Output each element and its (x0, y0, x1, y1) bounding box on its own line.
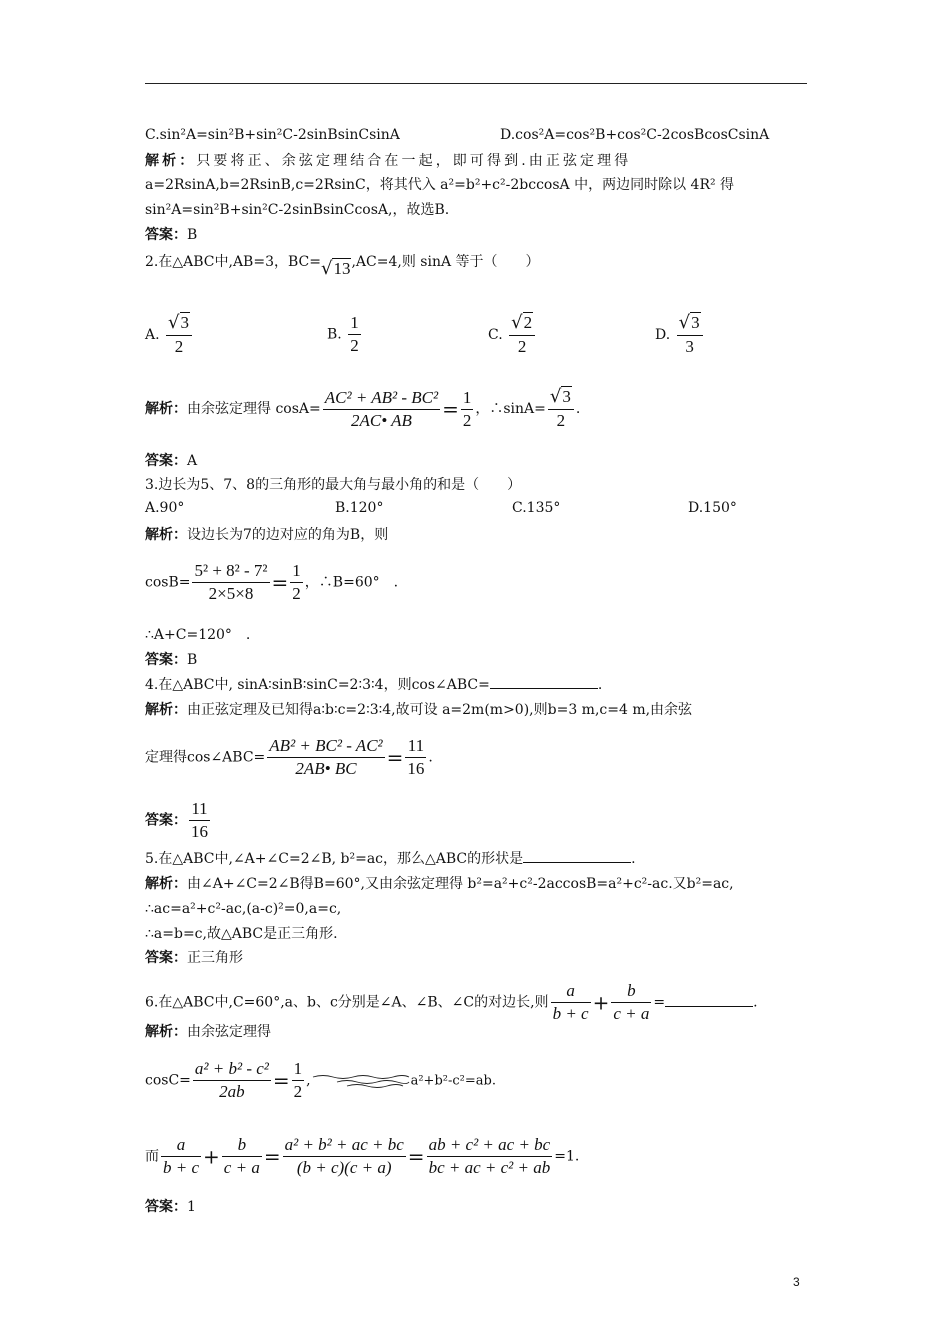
q2-opt-b-den: 2 (350, 336, 359, 355)
q6-cos-pre: cosC= (145, 1072, 191, 1089)
q2-opt-d-den: 3 (685, 337, 694, 356)
q6-deriv-frac1 (161, 1134, 201, 1179)
q4-answer-num: 11 (189, 798, 210, 821)
q6-d2-num: b (222, 1134, 262, 1157)
q3-option-c: C.135° (512, 500, 561, 516)
q2-opt-c-num: 2 (523, 313, 533, 332)
q6-stem-frac2 (611, 980, 651, 1025)
q5-stem-end: . (631, 851, 636, 867)
q2-cos-num: AC² + AB² - BC² (323, 387, 440, 410)
q6-d3-den: (b + c)(c + a) (296, 1158, 392, 1177)
q6-half-num: 1 (292, 1058, 305, 1081)
q3-line3: ∴A+C=120° . (145, 627, 251, 643)
q6-d1-num: a (161, 1134, 201, 1157)
q2-answer (145, 451, 197, 471)
q5-analysis-line3: ∴a=b=c,故△ABC是正三角形. (145, 926, 338, 942)
q3-option-a: A.90° (145, 500, 185, 516)
q6-d1-den: b + c (163, 1158, 200, 1177)
q4-answer-den: 16 (191, 822, 208, 841)
q4-analysis-line2: 定理得cos∠ABC= $\frac{\text{AB² + BC² - AC²}}{2AB• BC}$ = $\frac{11}{16}$ . (145, 736, 433, 778)
q2-opt-a-den: 2 (174, 337, 184, 356)
q3-answer (145, 650, 197, 670)
q1-option-c: C.sin²A=sin²B+sin²C-2sinBsinCsinA (145, 127, 400, 143)
q6-half-den: 2 (293, 1082, 303, 1101)
q6-cos-num: a² + b² - c² (193, 1058, 271, 1081)
analysis-label: 解析： (145, 527, 187, 543)
analysis-label: 解析： (145, 401, 187, 417)
q6-answer (145, 1197, 196, 1217)
q2-sqrt-body: 13 (333, 259, 351, 278)
answer-label: 答案： (145, 950, 187, 966)
q2-opt-c-fraction: $\frac{√2}{2}$ (509, 312, 535, 358)
q6-d3-num: a² + b² + ac + bc (283, 1134, 406, 1157)
q3-half-den: 2 (292, 584, 301, 603)
q4-answer-fraction (189, 798, 210, 843)
q2-sqrt13: √13 (320, 258, 351, 279)
q3-option-d: D.150° (688, 500, 737, 516)
q3-half-num: 1 (290, 560, 303, 583)
q5-analysis-line1 (145, 874, 734, 894)
q6-d4-den: bc + ac + c² + ab (428, 1158, 551, 1177)
answer-label: 答案： (145, 227, 187, 243)
analysis-label: 解析： (145, 702, 187, 718)
q2-opt-d-fraction: $\frac{√3}{3}$ (677, 312, 703, 358)
q6-d4-num: ab + c² + ac + bc (427, 1134, 553, 1157)
q2-ana-a: 由余弦定理得 cosA= (187, 401, 321, 417)
q6-cos-line: cosC= $\frac{\text{a² + b² - c²}}{2ab}$ = $\frac{1}{2}$ , a²+b²-c²=ab. (145, 1059, 496, 1101)
q5-analysis-text1: 由∠A+∠C=2∠B得B=60°,又由余弦定理得 b²=a²+c²-2accosB=a²+c²-ac.又b²=ac, (187, 876, 734, 892)
q6-d2-den: c + a (223, 1158, 260, 1177)
q6-deriv-frac2 (222, 1134, 262, 1179)
q1-answer-value: B (187, 227, 198, 243)
q3-stem: 3.边长为5、7、8的三角形的最大角与最小角的和是（ ） (145, 477, 522, 493)
q2-half-num: 1 (461, 387, 474, 410)
q6-analysis (145, 1022, 271, 1042)
q5-answer-value: 正三角形 (187, 950, 243, 966)
q4-answer-blank (490, 688, 598, 689)
q2-opt-b-num: 1 (348, 312, 361, 335)
q4-stem-end: . (597, 677, 603, 693)
q2-opt-a-num: 3 (180, 313, 189, 332)
q4-ana-post: . (428, 749, 433, 766)
q6-result: =1. (554, 1148, 580, 1165)
q2-opt-b-label: B. (327, 326, 342, 343)
q3-cos-line: cosB= $\frac{\text{5² + 8² - 7²}}{2\times 5\times 8}$ = $\frac{1}{2}$ ，∴B=60° . (145, 561, 399, 603)
q6-cos-den: 2ab (219, 1082, 245, 1101)
q2-opt-b-fraction (348, 312, 361, 357)
q6-answer-value: 1 (187, 1199, 196, 1215)
q5-answer (145, 948, 243, 968)
q6-deriv-frac3 (283, 1134, 406, 1179)
analysis-label: 解析： (145, 876, 187, 892)
q6-stem-frac1 (551, 980, 591, 1025)
analysis-label: 解析： (145, 1024, 187, 1040)
q6-derivation: 而 $\frac{a}{b + c}$ + $\frac{b}{c + a}$ = $\frac{\text{a² + b² + ac + bc}}{(b + c)(c + a)}$ = $\frac{\text{ab + c² + ac + bc}}{\text{bc + ac + c² + ab}}$ =1. (145, 1135, 580, 1177)
answer-label: 答案： (145, 1199, 187, 1215)
analysis-label: 解析： (145, 153, 197, 169)
q6-frac2-num: b (611, 980, 651, 1003)
q6-stem-text: 6.在△ABC中,C=60°,a、b、c分别是∠A、∠B、∠C的对边长,则 (145, 994, 549, 1011)
q6-frac1-den: b + c (552, 1004, 589, 1023)
q3-cos-pre: cosB= (145, 574, 191, 591)
q6-stem-eq: = (653, 994, 666, 1011)
q4-ana-pre: 定理得cos∠ABC= (145, 749, 266, 766)
q2-analysis: 解析：由余弦定理得 cosA= $\frac{\text{AC² + AB² - BC²}}{2AC• AB}$ = $\frac{1}{2}$ ，∴sinA= $\frac{√3}{2}$ . (145, 386, 581, 430)
q2-sin-den: 2 (556, 411, 566, 430)
q4-stem (145, 675, 602, 695)
q1-answer (145, 225, 197, 245)
q2-option-a (145, 312, 194, 358)
q1-analysis-line2: a=2RsinA,b=2RsinB,c=2RsinC，将其代入 a²=b²+c²-2bccosA 中，两边同时除以 4R² 得 (145, 177, 735, 193)
q2-option-d (655, 312, 705, 358)
therefore-wavy-arrow-icon (311, 1073, 411, 1089)
q5-stem-text: 5.在△ABC中,∠A+∠C=2∠B, b²=ac，那么△ABC的形状是 (145, 851, 524, 867)
q3-cos-num: 5² + 8² - 7² (192, 560, 269, 583)
q4-cos-num: AB² + BC² - AC² (267, 735, 384, 758)
q2-stem-b: ,AC=4,则 sinA 等于（ ） (351, 254, 540, 270)
q2-option-c (488, 312, 537, 358)
q6-plus: + (592, 990, 610, 1015)
q2-opt-c-den: 2 (517, 337, 527, 356)
q6-answer-blank (665, 1006, 753, 1007)
q5-stem (145, 849, 636, 869)
q2-half-den: 2 (462, 410, 472, 430)
q4-answer (145, 798, 212, 843)
q2-half-fraction (461, 387, 474, 432)
q6-deriv-frac4 (427, 1134, 553, 1179)
page-number: 3 (793, 1275, 800, 1289)
answer-label: 答案： (145, 453, 187, 469)
q6-cos-fraction (193, 1058, 271, 1103)
q6-er: 而 (145, 1148, 159, 1165)
header-rule (145, 83, 807, 84)
q2-opt-d-label: D. (655, 327, 671, 343)
q3-cos-fraction (192, 560, 269, 605)
q2-ana-c: . (575, 401, 581, 417)
q2-sin-fraction: $\frac{√3}{2}$ (548, 386, 574, 432)
q2-sin-num: 3 (562, 387, 571, 406)
q4-result-fraction (405, 735, 426, 780)
q4-stem-text: 4.在△ABC中, sinA∶sinB∶sinC=2∶3∶4，则cos∠ABC= (145, 677, 490, 693)
q4-cos-den: 2AB• BC (295, 759, 357, 778)
q2-ana-b: ，∴sinA= (475, 401, 546, 417)
q4-result-den: 16 (407, 759, 425, 778)
q6-half-fraction (292, 1058, 305, 1103)
q2-stem (145, 252, 540, 280)
q6-frac1-num: a (551, 980, 591, 1003)
q1-analysis-line1 (145, 151, 631, 171)
q4-cos-fraction (267, 735, 384, 780)
q3-cos-post: ，∴B=60° . (304, 574, 399, 591)
q4-result-num: 11 (405, 735, 426, 758)
q2-opt-d-num: 3 (691, 313, 700, 332)
q6-stem (145, 980, 758, 1025)
q6-cos-post: a²+b²-c²=ab. (410, 1073, 496, 1089)
q1-analysis-line3: sin²A=sin²B+sin²C-2sinBsinCcosA,，故选B. (145, 202, 450, 218)
q3-analysis (145, 525, 388, 545)
q2-option-b (327, 312, 363, 357)
q6-frac2-den: c + a (613, 1004, 650, 1023)
answer-label: 答案： (145, 652, 187, 668)
q3-option-b: B.120° (335, 500, 384, 516)
q2-cos-den: 2AC• AB (350, 410, 412, 430)
q2-opt-c-label: C. (488, 327, 503, 343)
q3-analysis-text: 设边长为7的边对应的角为B，则 (187, 527, 389, 543)
q2-stem-a: 2.在△ABC中,AB=3，BC= (145, 254, 321, 270)
q3-cos-den: 2×5×8 (208, 584, 254, 603)
q1-option-d: D.cos²A=cos²B+cos²C-2cosBcosCsinA (500, 127, 770, 143)
q2-answer-value: A (187, 453, 198, 469)
q1-analysis-text1: 只要将正、余弦定理结合在一起，即可得到.由正弦定理得 (196, 153, 632, 169)
q6-deriv-plus: + (203, 1144, 220, 1169)
q5-analysis-line2: ∴ac=a²+c²-ac,(a-c)²=0,a=c, (145, 901, 342, 917)
answer-label: 答案： (145, 812, 187, 829)
q5-answer-blank (523, 862, 631, 863)
q6-analysis-text: 由余弦定理得 (187, 1024, 271, 1040)
q3-half-fraction (290, 560, 303, 605)
q4-analysis-text1: 由正弦定理及已知得a∶b∶c=2∶3∶4,故可设 a=2m(m>0),则b=3 m,c=4 m,由余弦 (187, 702, 693, 718)
q2-cos-fraction (323, 387, 440, 432)
q6-stem-end: . (753, 994, 758, 1011)
q4-analysis-line1 (145, 700, 692, 720)
q2-opt-a-fraction: $\frac{√3}{2}$ (166, 312, 192, 358)
q3-answer-value: B (187, 652, 198, 668)
q2-opt-a-label: A. (145, 327, 160, 343)
